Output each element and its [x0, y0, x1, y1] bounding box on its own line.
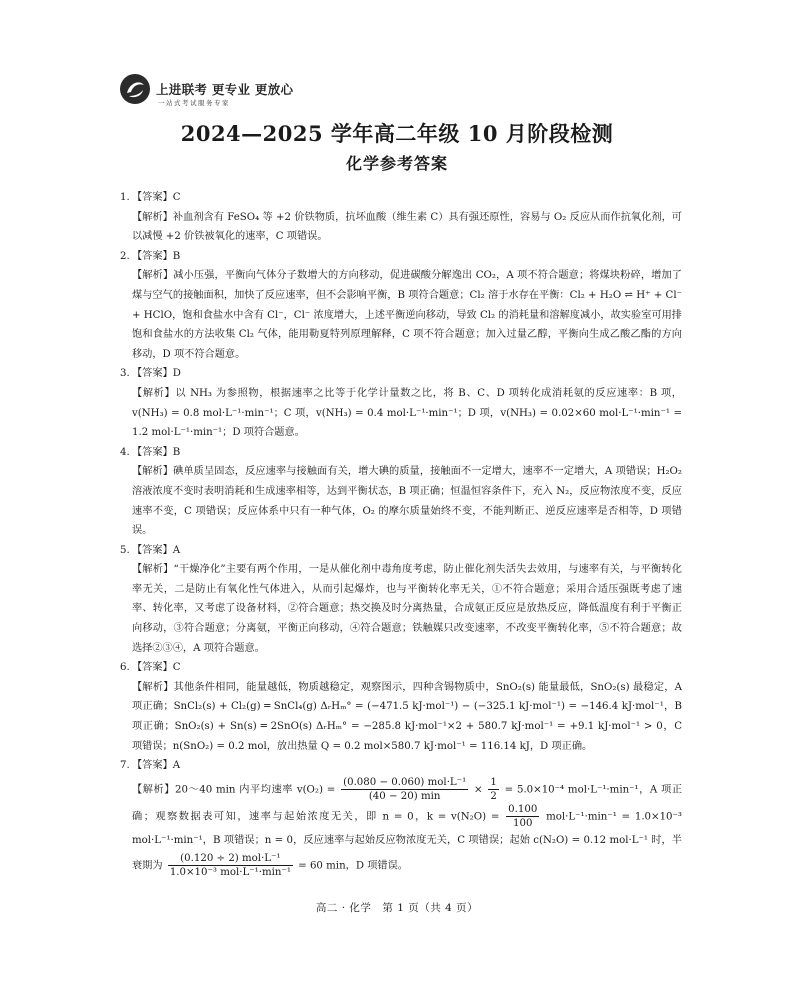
explanation-part: 【解析】20～40 min 内平均速率 v(O₂) =: [132, 784, 336, 796]
question-item-1: [120, 188, 682, 247]
answer-text: 【答案】C: [132, 662, 181, 674]
answer-line: [120, 364, 682, 384]
brand-slogan: 上进联考 更专业 更放心: [156, 82, 294, 97]
answer-text: 【答案】A: [132, 760, 181, 772]
page-footer: 高二 · 化学 第 1 页（共 4 页）: [315, 902, 479, 914]
fraction-denominator: (40 − 20) min: [368, 790, 441, 802]
fraction: [506, 803, 539, 830]
question-number: 1.: [120, 192, 130, 203]
fraction-numerator: 0.100: [508, 803, 538, 815]
fraction: [488, 776, 498, 803]
answer-content: [120, 188, 682, 879]
question-number: 5.: [120, 544, 130, 556]
explanation-part: = 60 min，D 项错误。: [298, 860, 408, 872]
fraction: [168, 852, 293, 879]
question-number: 2.: [120, 250, 130, 262]
brand-logo-icon: [118, 72, 152, 106]
question-list: [120, 188, 682, 756]
brand-subslogan: 一站式考试服务专家: [158, 99, 230, 107]
question-item-2: [120, 247, 682, 365]
times-sign: ×: [473, 784, 483, 796]
question-number: 7.: [120, 760, 130, 772]
answer-text: 【答案】B: [132, 250, 181, 262]
answer-line: [120, 541, 682, 561]
answer-line: [120, 658, 682, 678]
explanation-text: 【解析】其他条件相同，能量越低，物质越稳定，观察图示，四种含锡物质中，SnO₂(s) 能量最低，SnO₂(s) 最稳定，A 项正确；SnCl₂(s) + Cl₂(g) ═ SnCl₄(g) ΔᵣHₘ° = (−471.5 kJ·mol⁻¹) − (−325.1 kJ·mol⁻¹) = −146.4 kJ·mol⁻¹，B 项正确；SnO₂(s) + Sn(s) ═ 2SnO(s) ΔᵣHₘ° = −285.8 kJ·mol⁻¹×2 + 580.7 kJ·mol⁻¹ = +9.1 kJ·mol⁻¹ > 0，C 项错误；n(SnO₂) = 0.2 mol，放出热量 Q = 0.2 mol×580.7 kJ·mol⁻¹ = 116.14 kJ，D 项正确。: [132, 681, 682, 752]
question-number: 4.: [120, 446, 130, 458]
explanation-text: 【解析】“干燥净化”主要有两个作用，一是从催化剂中毒角度考虑，防止催化剂失活失去效用，与速率有关，与平衡转化率无关，二是防止有氧化性气体进入，从而引起爆炸，也与平衡转化率无关，①不符合题意；采用合适压强既考虑了速率、转化率，又考虑了设备材料，②符合题意；热交换及时分离热量，合成氨正反应是放热反应，降低温度有利于平衡正向移动，③符合题意；分离氨，平衡正向移动，④符合题意；铁触媒只改变速率，不改变平衡转化率，⑤不符合题意；故选择②③④，A 项符合题意。: [132, 564, 682, 654]
explanation-text: 【解析】补血剂含有 FeSO₄ 等 +2 价铁物质，抗坏血酸（维生素 C）具有强还原性，容易与 O₂ 反应从而作抗氧化剂，可以减慢 +2 价铁被氧化的速率，C 项错误。: [132, 211, 682, 243]
fraction-numerator: 1: [490, 776, 497, 788]
fraction-denominator: 1.0×10⁻³ mol·L⁻¹·min⁻¹: [169, 866, 291, 878]
fraction-numerator: (0.120 ÷ 2) mol·L⁻¹: [168, 852, 293, 866]
document-subtitle: 化学参考答案: [345, 154, 448, 173]
question-item-5: [120, 541, 682, 659]
question-item-6: [120, 658, 682, 756]
question-number: 6.: [120, 662, 130, 674]
answer-line: [120, 756, 682, 776]
answer-text: 【答案】A: [132, 544, 181, 556]
explanation-part: = 5.0×10⁻⁴ mol·L⁻¹·min⁻¹，A 项正确；观察数据表可知，速率与起始浓度无关，即 n = 0，k = v(N₂O) =: [132, 784, 683, 823]
brand-header: [118, 72, 338, 112]
fraction-denominator: 100: [513, 817, 533, 829]
question-item-3: [120, 364, 682, 442]
answer-line: [120, 247, 682, 267]
fraction-numerator: (0.080 − 0.060) mol·L⁻¹: [343, 776, 467, 788]
question-number: 3.: [120, 368, 130, 380]
fraction: [341, 776, 468, 803]
answer-text: 【答案】B: [132, 446, 181, 458]
answer-text: 【答案】D: [132, 368, 181, 380]
question-item-4: [120, 443, 682, 541]
explanation-text: 【解析】碘单质呈固态，反应速率与接触面有关，增大碘的质量，接触面不一定增大，速率不一定增大，A 项错误；H₂O₂ 溶液浓度不变时表明消耗和生成速率相等，达到平衡状态，B 项正确；恒温恒容条件下，充入 N₂，反应物浓度不变，反应速率不变，C 项错误；反应体系中只有一种气体，O₂ 的摩尔质量始终不变，不能判断正、逆反应速率是否相等，D 项错误。: [132, 466, 682, 537]
fraction-denominator: 2: [490, 790, 497, 802]
answer-line: [120, 443, 682, 463]
explanation-text: [120, 776, 682, 879]
explanation-text: 【解析】减小压强，平衡向气体分子数增大的方向移动，促进碳酸分解逸出 CO₂，A 项不符合题意；将煤块粉碎，增加了煤与空气的接触面积，加快了反应速率，但不会影响平衡，B 项符合题意；Cl₂ 溶于水存在平衡：Cl₂ + H₂O ⇌ H⁺ + Cl⁻ + HClO，饱和食盐水中含有 Cl⁻，Cl⁻ 浓度增大，上述平衡逆向移动，导致 Cl₂ 的消耗量和溶解度减小，故实验室可用排饱和食盐水的方法收集 Cl₂ 气体，能用勒夏特列原理解释，C 项不符合题意；加入过量乙醇，平衡向生成乙酸乙酯的方向移动，D 项不符合题意。: [132, 270, 682, 360]
explanation-text: 【解析】以 NH₃ 为参照物，根据速率之比等于化学计量数之比，将 B、C、D 项转化成消耗氨的反应速率：B 项，v(NH₃) = 0.8 mol·L⁻¹·min⁻¹；C 项，v(NH₃) = 0.4 mol·L⁻¹·min⁻¹；D 项，v(NH₃) = 0.02×60 mol·L⁻¹·min⁻¹ = 1.2 mol·L⁻¹·min⁻¹；D 项符合题意。: [132, 387, 682, 439]
explanation-part: mol·L⁻¹·min⁻¹ = 1.0×10⁻³ mol·L⁻¹·min⁻¹，B 项错误；n = 0，反应速率与起始反应物浓度无关，C 项错误；起始 c(N₂O) = 0.12 mol·L⁻¹ 时，半衰期为: [132, 811, 682, 872]
answer-line: [120, 188, 682, 208]
answer-text: 【答案】C: [132, 192, 181, 203]
document-title: 2024—2025 学年高二年级 10 月阶段检测: [180, 121, 614, 146]
question-item-7: [120, 756, 682, 879]
